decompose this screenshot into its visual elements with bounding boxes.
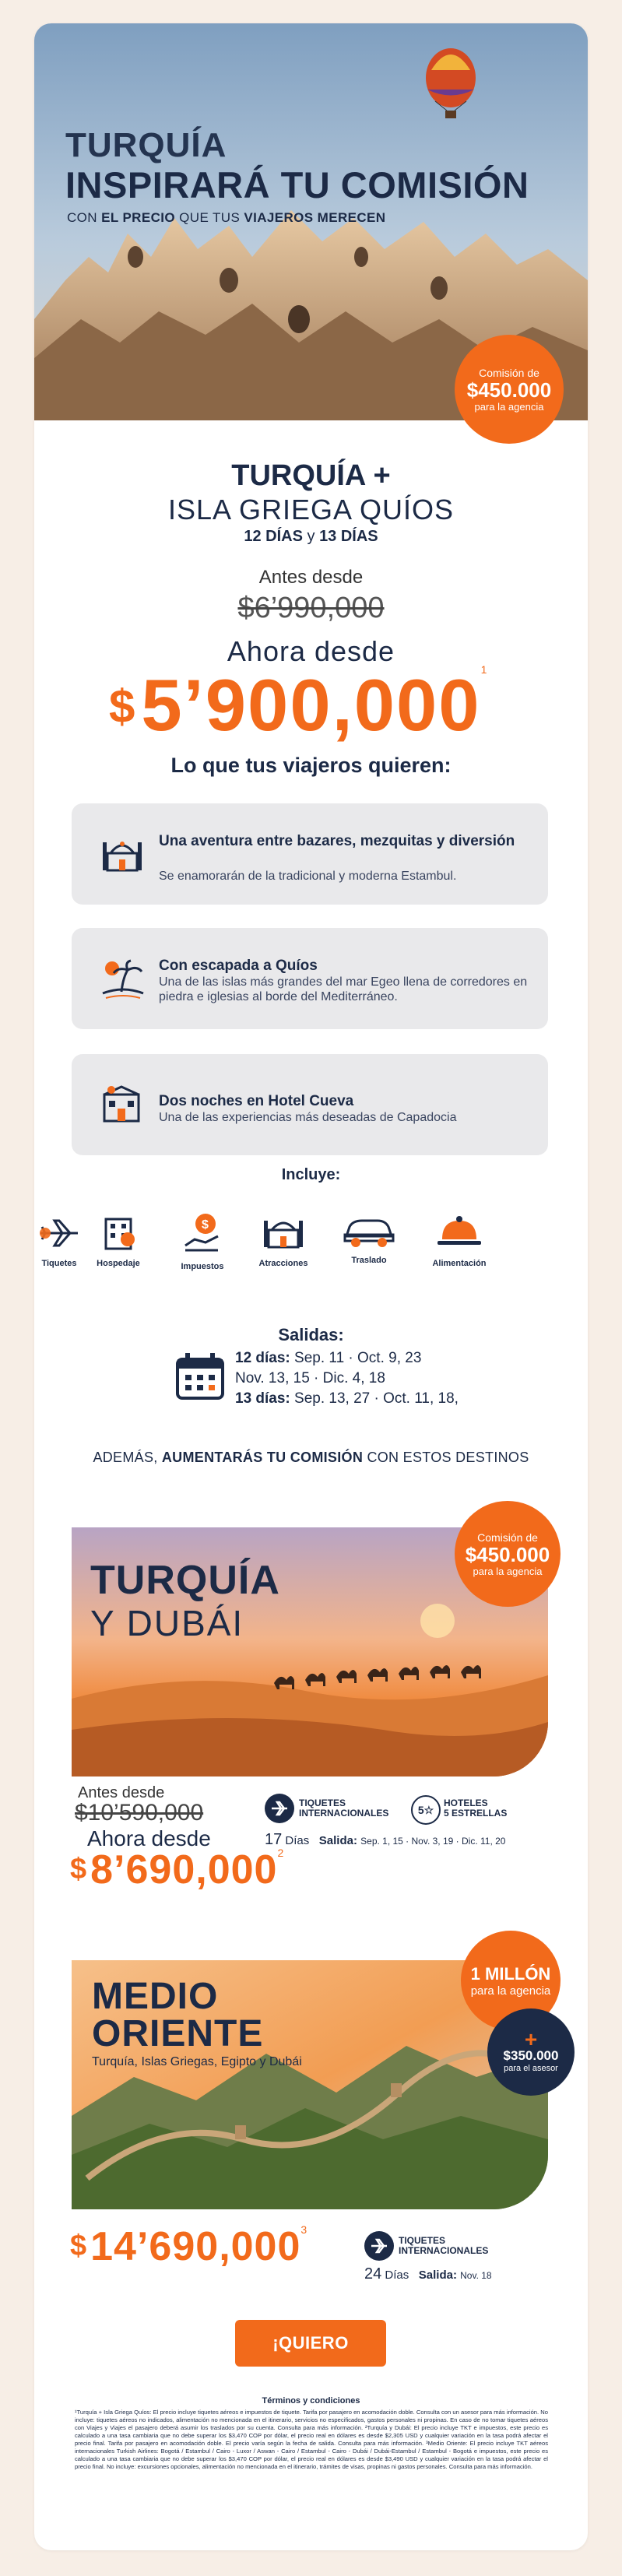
departure-line-12-days [235, 1350, 421, 1367]
days-word: Días [385, 2268, 409, 2282]
departures-title: Salidas: [278, 1325, 344, 1344]
include-taxes [163, 1211, 241, 1271]
feature-title: Dos noches en Hotel Cueva [159, 1093, 354, 1109]
departure-line-12-days-cont [235, 1370, 385, 1387]
footnote-marker: 2 [277, 1847, 285, 1859]
feature-desc: Se enamorarán de la tradicional y moderna Estambul. [159, 870, 457, 883]
include-label: Atracciones [258, 1259, 308, 1268]
departure-dates: Nov. 18 [460, 2270, 492, 2281]
car-icon [342, 1211, 396, 1249]
plane-icon [370, 2237, 388, 2255]
email-card [34, 23, 588, 2550]
departure-dates: Sep. 13, 27 · Oct. 11, 18, [290, 1390, 459, 1407]
promo2-subtitle: Turquía, Islas Griegas, Egipto y Dubái [92, 2055, 302, 2068]
promo1-hotels-label [444, 1798, 507, 1819]
more-bold: AUMENTARÁS TU COMISIÓN [161, 1450, 364, 1465]
before-price-text: $6’990,000 [237, 592, 385, 624]
attractions-icon [262, 1211, 304, 1252]
departure-line-13-days [235, 1390, 459, 1407]
promo2-plane-icon [364, 2231, 394, 2261]
route-title: TURQUÍA + [231, 459, 391, 492]
before-price-value [34, 592, 588, 625]
hero-subtitle-bold2: VIAJEROS MERECEN [244, 210, 386, 225]
badge-label: Comisión de [479, 366, 539, 379]
route-subtitle: ISLA GRIEGA QUÍOS [167, 494, 455, 525]
terms-title: Términos y condiciones [262, 2396, 360, 2406]
promo2-title-line1: MEDIO [92, 1976, 219, 2017]
calendar-icon [174, 1351, 226, 1401]
tickets-line2: INTERNACIONALES [299, 1808, 389, 1819]
promo1-price [70, 1847, 284, 1893]
hero-subtitle-mid: QUE TUS [179, 210, 241, 225]
currency-symbol: $ [70, 2230, 88, 2262]
lodging-icon [98, 1211, 139, 1252]
more-destinations-heading [34, 1450, 588, 1466]
departure-label: 12 días: [235, 1350, 290, 1366]
footnote-marker: 3 [300, 2223, 308, 2236]
badge-amount: $450.000 [465, 1542, 550, 1566]
promo1-days-departure [265, 1831, 505, 1849]
now-price-value: 5’900,000 [141, 664, 481, 746]
promo2-tickets-label [399, 2236, 488, 2256]
footnote-marker: 1 [480, 663, 489, 676]
days-number: 17 [265, 1831, 283, 1848]
days-connector: y [302, 528, 320, 545]
badge-sublabel: para la agencia [473, 1565, 543, 1577]
include-label: Traslado [351, 1256, 387, 1265]
include-label: Hospedaje [97, 1259, 140, 1268]
promo1-before-label: Antes desde [78, 1784, 165, 1801]
departure-label: 13 días: [235, 1390, 290, 1407]
promo1-before-text: $10’590,000 [75, 1800, 204, 1826]
promo2-advisor-badge [487, 2008, 575, 2096]
promo1-now-label: Ahora desde [87, 1826, 211, 1850]
food-dome-icon [434, 1211, 484, 1252]
badge-amount: $450.000 [466, 378, 552, 402]
more-pre: ADEMÁS, [93, 1450, 162, 1465]
hotel-icon [101, 1084, 142, 1124]
days-option-b: 13 DÍAS [319, 528, 378, 545]
include-meals [420, 1211, 498, 1268]
mosque-icon [101, 835, 143, 873]
hero-subtitle-bold1: EL PRECIO [101, 210, 176, 225]
island-icon [101, 958, 145, 1000]
now-price-label: Ahora desde [227, 635, 395, 667]
departure-label: Salida: [418, 2268, 457, 2282]
badge-amount: $350.000 [503, 2048, 559, 2063]
promo2-title-line2: ORIENTE [92, 2013, 264, 2054]
promo1-plane-icon [265, 1794, 294, 1823]
badge-amount: 1 MILLÓN [470, 1963, 551, 1984]
departure-dates: Sep. 11 · Oct. 9, 23 [290, 1350, 422, 1366]
tickets-line2: INTERNACIONALES [399, 2245, 489, 2256]
taxes-icon [182, 1211, 223, 1255]
departure-dates: Sep. 1, 15 · Nov. 3, 19 · Dic. 11, 20 [360, 1836, 506, 1847]
route-days [34, 528, 588, 546]
hotels-line2: 5 ESTRELLAS [444, 1808, 508, 1819]
cta-sell-button[interactable]: ¡QUIERO VENDER! [235, 2320, 386, 2367]
include-label: Tiquetes [41, 1259, 77, 1268]
hero-title-line2: INSPIRARÁ TU COMISIÓN [65, 164, 529, 206]
include-attractions [244, 1211, 322, 1268]
star-count: 5 [417, 1804, 424, 1816]
tickets-line1: TIQUETES [299, 1798, 346, 1808]
include-lodging [79, 1211, 157, 1268]
hotels-line1: HOTELES [444, 1798, 488, 1808]
promo1-price-value: 8’690,000 [90, 1847, 278, 1892]
departure-label: Salida: [318, 1834, 357, 1847]
tickets-line1: TIQUETES [399, 2235, 446, 2246]
commission-badge [455, 335, 564, 444]
feature-desc: Una de las islas más grandes del mar Egeo llena de corredores en piedra e iglesias al borde del Mediterráneo. [159, 975, 528, 1003]
section-title-wants: Lo que tus viajeros quieren: [170, 754, 452, 777]
badge-sublabel: para el asesor [504, 2064, 558, 2073]
hero-title-line1: TURQUÍA [65, 126, 227, 164]
days-number: 24 [364, 2265, 382, 2283]
badge-sublabel: para la agencia [474, 400, 544, 413]
feature-title: Con escapada a Quíos [159, 958, 318, 974]
promo2-price [70, 2223, 307, 2270]
departure-dates: Nov. 13, 15 · Dic. 4, 18 [235, 1370, 385, 1386]
feature-title: Una aventura entre bazares, mezquitas y diversión [159, 833, 515, 849]
currency-symbol: $ [109, 680, 137, 733]
include-label: Alimentación [432, 1259, 487, 1268]
feature-box-cave-hotel [72, 1054, 548, 1155]
hero-subtitle [67, 210, 385, 226]
promo2-price-value: 14’690,000 [90, 2224, 301, 2269]
promo1-tickets-label [299, 1798, 388, 1819]
badge-sublabel: para la agencia [470, 1984, 551, 1998]
promo1-before-value [75, 1800, 203, 1826]
plane-icon [36, 1214, 83, 1252]
more-post: CON ESTOS DESTINOS [363, 1450, 529, 1465]
feature-desc: Una de las experiencias más deseadas de Capadocia [159, 1111, 457, 1124]
promo1-title-line1: TURQUÍA [90, 1558, 280, 1603]
days-option-a: 12 DÍAS [244, 528, 303, 545]
star-hotel-icon: 5☆ [411, 1795, 441, 1825]
promo1-title-line2: Y DUBÁI [90, 1603, 244, 1643]
feature-box-istanbul [72, 803, 548, 905]
include-transfer [330, 1211, 408, 1265]
hero-subtitle-pre: CON [67, 210, 97, 225]
includes-title: Incluye: [281, 1166, 341, 1183]
plane-icon [270, 1799, 289, 1818]
currency-symbol: $ [70, 1853, 88, 1885]
promo1-commission-badge [455, 1501, 561, 1607]
now-price [109, 663, 488, 747]
before-price-label: Antes desde [258, 567, 364, 588]
promo2-days-departure [364, 2265, 492, 2283]
days-word: Días [285, 1834, 310, 1847]
include-label: Impuestos [181, 1262, 224, 1271]
terms-text: ¹Turquía + Isla Griega Quíos: El precio incluye tiquetes aéreos e impuestos de tiquete. Tarifa por pasajero en acomodación doble. Consulta con un asesor para más información. No incluye: tiquetes aéreos no indicados, alimentación no mencionada en el itinerario, servicios no especificados, gastos personales ni propinas. En caso de no tomar tiquetes aéreos con Viajes y Viajes el pasajero deberá asumir los traslados por su cuenta. Consulta para más información. ²Turquía y Dubái: El precio incluye TKT e impuestos, este precio es calculado a una tasa cambiaria que no debe superar los $3,470 COP por dólar, el precio real en dólares es desde $2,305 USD y cualquier variación en la tasa podrá afectar el precio final. Tarifa por pasajero en acomodación doble. El precio varía según la fecha de salida. Consulta para más información. ³Medio Oriente: El precio incluye TKT aéreos internacionales Turkish Airlines: Bogotá / Estambul / Cairo - Luxor / Aswan - Cairo / Estambul - Cairo - Dubái / Dubái-Estambul / Estambul - Bogotá e impuestos, este precio es calculado a una tasa cambiaria que no debe superar los $3,470 COP por dólar, el precio real en dólares es desde $3,490 USD y cualquier variación en la tasa podrá afectar el precio final. No incluye: excursiones opcionales, alimentación no mencionada en el itinerario, trámites de visas, propinas ni gastos personales. Consulta para más información. [75, 2409, 548, 2470]
svg-text:$: $ [202, 1218, 209, 1232]
plus-sign: + [524, 2027, 538, 2051]
feature-box-chios [72, 928, 548, 1029]
badge-label: Comisión de [477, 1530, 538, 1544]
